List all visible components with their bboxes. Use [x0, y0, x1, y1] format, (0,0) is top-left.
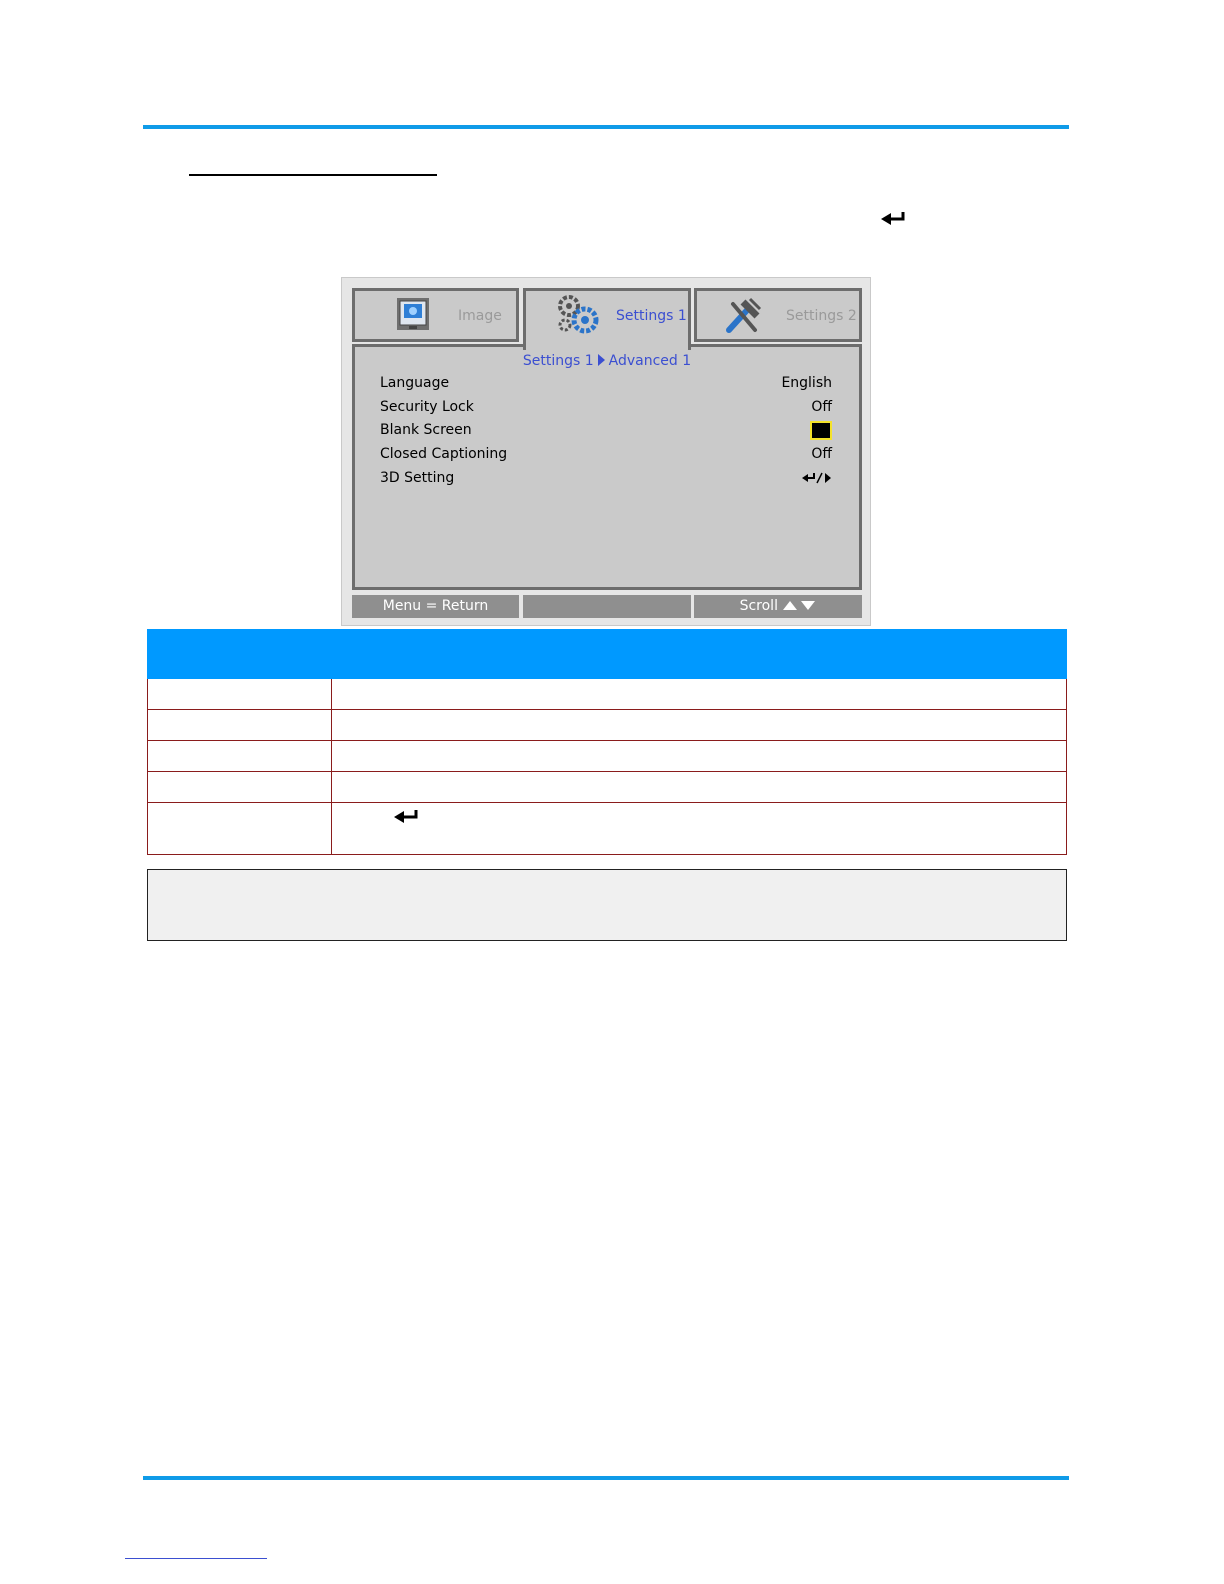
- footer-left-label: Menu = Return: [382, 598, 489, 614]
- tab-settings-1[interactable]: [523, 288, 691, 350]
- table-cell: [148, 803, 332, 855]
- menu-item-language[interactable]: [380, 373, 832, 395]
- menu-item-value: Off: [811, 446, 832, 462]
- footer-link-underline[interactable]: [125, 1558, 267, 1559]
- tab-label: Settings 2: [786, 308, 857, 324]
- table-cell: [332, 679, 1067, 710]
- enter-icon: [394, 809, 420, 823]
- settings-table: [147, 629, 1067, 855]
- menu-item-label: 3D Setting: [380, 470, 455, 486]
- blank-screen-color-swatch[interactable]: [810, 421, 832, 440]
- table-row: [148, 741, 1067, 772]
- breadcrumb-parent: Settings 1: [522, 353, 594, 369]
- header-rule: [143, 125, 1069, 129]
- table-row: [148, 772, 1067, 803]
- footer-menu-return: [352, 595, 519, 618]
- menu-item-label: Language: [380, 375, 450, 391]
- tab-image[interactable]: [352, 288, 519, 342]
- tab-label: Image: [458, 308, 502, 324]
- table-cell: [332, 772, 1067, 803]
- enter-or-right-icon: [802, 472, 832, 484]
- table-cell: [148, 710, 332, 741]
- menu-item-blank-screen[interactable]: [380, 420, 832, 442]
- table-cell: [332, 741, 1067, 772]
- footer-right-label: Scroll: [739, 598, 778, 614]
- tools-icon: [723, 296, 763, 336]
- note-box: [147, 869, 1067, 941]
- breadcrumb-child: Advanced 1: [608, 353, 692, 369]
- table-row: [148, 803, 1067, 855]
- menu-panel: [352, 344, 862, 590]
- table-cell: [148, 741, 332, 772]
- tab-settings-2[interactable]: [694, 288, 862, 342]
- scroll-arrows-icon: [782, 599, 816, 611]
- osd-menu: [341, 277, 871, 626]
- table-row: [148, 710, 1067, 741]
- table-cell: [332, 803, 1067, 855]
- tab-label: Settings 1: [616, 308, 687, 324]
- menu-item-security-lock[interactable]: [380, 397, 832, 419]
- table-cell: [148, 679, 332, 710]
- menu-item-value: English: [781, 375, 832, 391]
- menu-item-3d-setting[interactable]: [380, 468, 832, 490]
- table-header-cell: [332, 630, 1067, 679]
- menu-item-closed-captioning[interactable]: [380, 444, 832, 466]
- table-row: [148, 679, 1067, 710]
- footer-middle: [523, 595, 691, 618]
- menu-item-label: Blank Screen: [380, 422, 472, 438]
- footer-scroll: [694, 595, 862, 618]
- footer-rule: [143, 1476, 1069, 1480]
- table-cell: [148, 772, 332, 803]
- breadcrumb-arrow-icon: [598, 354, 605, 366]
- section-heading-underline: [189, 174, 437, 176]
- breadcrumb: [355, 353, 859, 369]
- gears-icon: [556, 293, 602, 335]
- enter-icon: [881, 211, 907, 225]
- menu-item-value: Off: [811, 399, 832, 415]
- table-header-cell: [148, 630, 332, 679]
- table-header-row: [148, 630, 1067, 679]
- menu-item-label: Closed Captioning: [380, 446, 508, 462]
- image-tab-icon: [395, 296, 431, 332]
- menu-item-label: Security Lock: [380, 399, 474, 415]
- table-cell: [332, 710, 1067, 741]
